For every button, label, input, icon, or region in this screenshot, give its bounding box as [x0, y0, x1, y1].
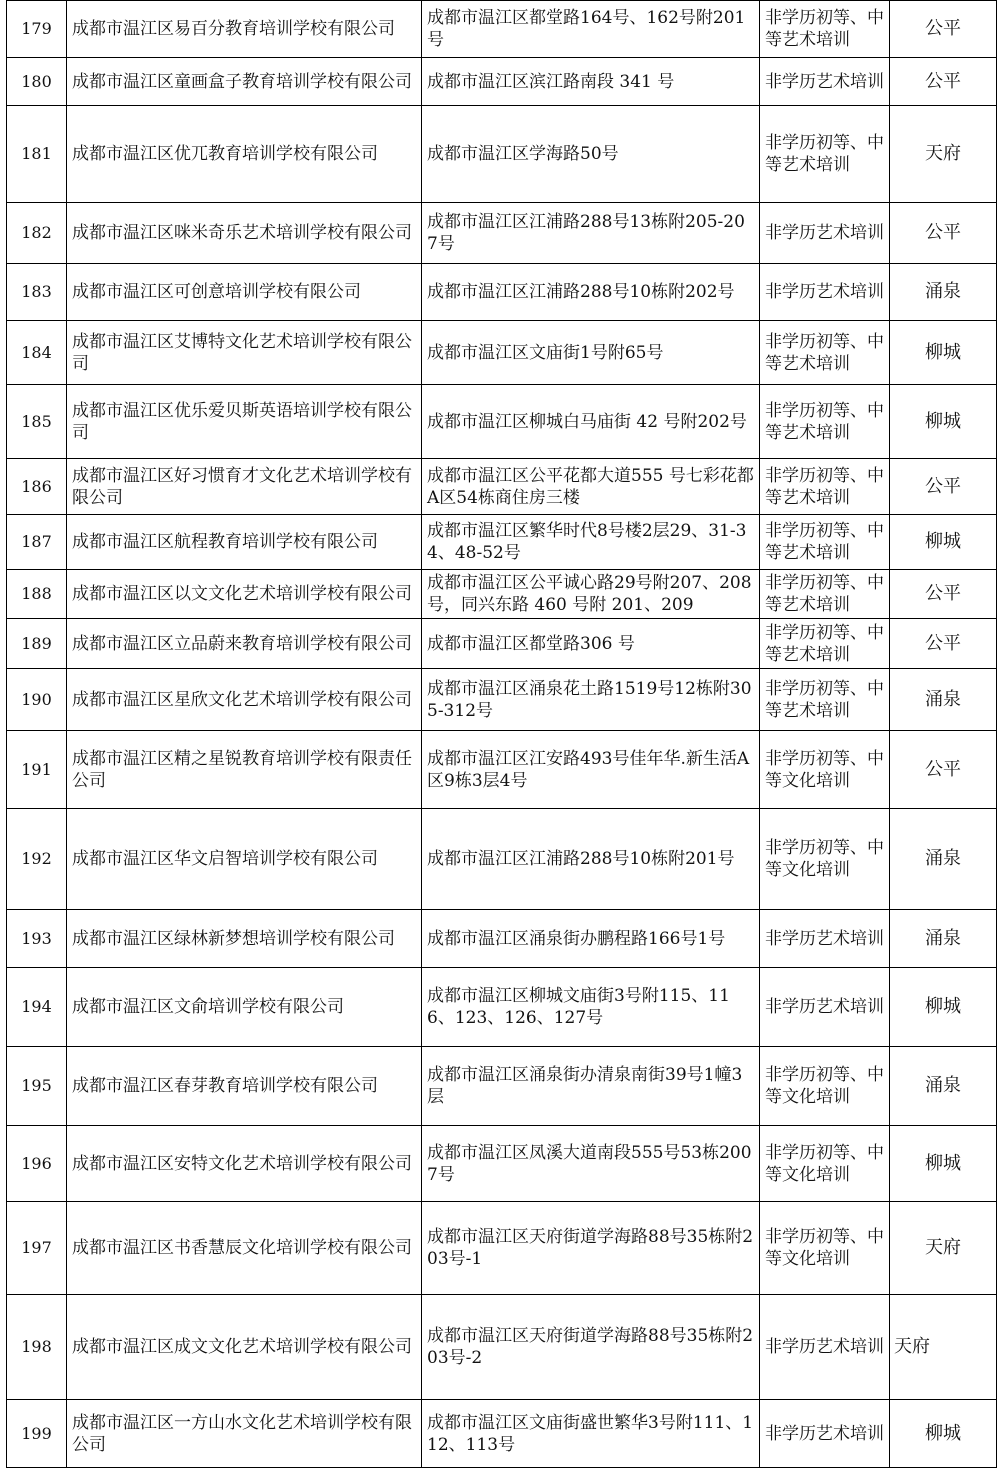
school-name: 成都市温江区星欣文化艺术培训学校有限公司	[67, 669, 422, 731]
training-type: 非学历艺术培训	[760, 58, 890, 106]
table-row	[7, 1047, 997, 1126]
training-type: 非学历初等、中等艺术培训	[760, 669, 890, 731]
street-area: 公平	[890, 459, 997, 515]
school-address: 成都市温江区文庙街盛世繁华3号附111、112、113号	[422, 1400, 760, 1468]
school-name: 成都市温江区咪米奇乐艺术培训学校有限公司	[67, 203, 422, 264]
school-name: 成都市温江区好习惯育才文化艺术培训学校有限公司	[67, 459, 422, 515]
street-area: 柳城	[890, 515, 997, 570]
street-area: 涌泉	[890, 1047, 997, 1126]
table-row	[7, 385, 997, 459]
row-number: 197	[7, 1202, 67, 1295]
school-name: 成都市温江区精之星锐教育培训学校有限责任公司	[67, 731, 422, 809]
school-name: 成都市温江区绿林新梦想培训学校有限公司	[67, 910, 422, 968]
street-area: 柳城	[890, 385, 997, 459]
street-area: 柳城	[890, 321, 997, 385]
training-type: 非学历艺术培训	[760, 264, 890, 321]
street-area: 天府	[890, 1202, 997, 1295]
street-area: 天府	[890, 106, 997, 203]
table-row	[7, 1295, 997, 1400]
row-number: 182	[7, 203, 67, 264]
row-number: 187	[7, 515, 67, 570]
school-list-table	[6, 0, 997, 1468]
school-address: 成都市温江区滨江路南段 341 号	[422, 58, 760, 106]
school-name: 成都市温江区可创意培训学校有限公司	[67, 264, 422, 321]
school-address: 成都市温江区江安路493号佳年华.新生活A区9栋3层4号	[422, 731, 760, 809]
school-address: 成都市温江区公平诚心路29号附207、208号，同兴东路 460 号附 201、209	[422, 570, 760, 619]
school-address: 成都市温江区天府街道学海路88号35栋附203号-1	[422, 1202, 760, 1295]
school-address: 成都市温江区涌泉花土路1519号12栋附305-312号	[422, 669, 760, 731]
row-number: 198	[7, 1295, 67, 1400]
table-row	[7, 570, 997, 619]
school-name: 成都市温江区童画盒子教育培训学校有限公司	[67, 58, 422, 106]
table-row	[7, 968, 997, 1047]
training-type: 非学历初等、中等文化培训	[760, 1202, 890, 1295]
table-row	[7, 58, 997, 106]
street-area: 公平	[890, 203, 997, 264]
row-number: 192	[7, 809, 67, 910]
row-number: 186	[7, 459, 67, 515]
school-address: 成都市温江区都堂路306 号	[422, 619, 760, 669]
school-address: 成都市温江区繁华时代8号楼2层29、31-34、48-52号	[422, 515, 760, 570]
street-area: 柳城	[890, 968, 997, 1047]
school-name: 成都市温江区安特文化艺术培训学校有限公司	[67, 1126, 422, 1202]
training-type: 非学历初等、中等文化培训	[760, 809, 890, 910]
table-row	[7, 809, 997, 910]
school-name: 成都市温江区一方山水文化艺术培训学校有限公司	[67, 1400, 422, 1468]
table-body	[7, 1, 997, 1468]
training-type: 非学历初等、中等艺术培训	[760, 459, 890, 515]
table-row	[7, 910, 997, 968]
table-row	[7, 203, 997, 264]
school-name: 成都市温江区艾博特文化艺术培训学校有限公司	[67, 321, 422, 385]
training-type: 非学历初等、中等文化培训	[760, 731, 890, 809]
training-type: 非学历初等、中等艺术培训	[760, 515, 890, 570]
school-name: 成都市温江区文俞培训学校有限公司	[67, 968, 422, 1047]
school-address: 成都市温江区文庙街1号附65号	[422, 321, 760, 385]
training-type: 非学历初等、中等艺术培训	[760, 1, 890, 58]
table-row	[7, 669, 997, 731]
school-address: 成都市温江区学海路50号	[422, 106, 760, 203]
school-name: 成都市温江区华文启智培训学校有限公司	[67, 809, 422, 910]
street-area: 柳城	[890, 1400, 997, 1468]
school-name: 成都市温江区优兀教育培训学校有限公司	[67, 106, 422, 203]
row-number: 179	[7, 1, 67, 58]
row-number: 193	[7, 910, 67, 968]
table-row	[7, 731, 997, 809]
school-name: 成都市温江区立品蔚来教育培训学校有限公司	[67, 619, 422, 669]
row-number: 196	[7, 1126, 67, 1202]
table-row	[7, 264, 997, 321]
row-number: 189	[7, 619, 67, 669]
street-area: 公平	[890, 1, 997, 58]
table-row	[7, 321, 997, 385]
school-address: 成都市温江区都堂路164号、162号附201号	[422, 1, 760, 58]
training-type: 非学历初等、中等文化培训	[760, 1126, 890, 1202]
row-number: 181	[7, 106, 67, 203]
row-number: 180	[7, 58, 67, 106]
training-type: 非学历艺术培训	[760, 1295, 890, 1400]
training-type: 非学历艺术培训	[760, 968, 890, 1047]
table-row	[7, 459, 997, 515]
training-type: 非学历初等、中等艺术培训	[760, 570, 890, 619]
street-area: 柳城	[890, 1126, 997, 1202]
school-address: 成都市温江区江浦路288号13栋附205-207号	[422, 203, 760, 264]
row-number: 195	[7, 1047, 67, 1126]
training-type: 非学历初等、中等艺术培训	[760, 321, 890, 385]
school-name: 成都市温江区春芽教育培训学校有限公司	[67, 1047, 422, 1126]
school-address: 成都市温江区江浦路288号10栋附202号	[422, 264, 760, 321]
row-number: 194	[7, 968, 67, 1047]
row-number: 185	[7, 385, 67, 459]
training-type: 非学历艺术培训	[760, 1400, 890, 1468]
row-number: 184	[7, 321, 67, 385]
school-name: 成都市温江区成文文化艺术培训学校有限公司	[67, 1295, 422, 1400]
street-area: 涌泉	[890, 809, 997, 910]
table-row	[7, 1, 997, 58]
row-number: 191	[7, 731, 67, 809]
training-type: 非学历艺术培训	[760, 910, 890, 968]
street-area: 公平	[890, 570, 997, 619]
street-area: 公平	[890, 58, 997, 106]
training-type: 非学历初等、中等艺术培训	[760, 385, 890, 459]
school-address: 成都市温江区涌泉街办鹏程路166号1号	[422, 910, 760, 968]
school-address: 成都市温江区凤溪大道南段555号53栋2007号	[422, 1126, 760, 1202]
table-row	[7, 515, 997, 570]
training-type: 非学历初等、中等艺术培训	[760, 106, 890, 203]
street-area: 天府	[890, 1295, 997, 1400]
table-row	[7, 1400, 997, 1468]
row-number: 199	[7, 1400, 67, 1468]
school-address: 成都市温江区江浦路288号10栋附201号	[422, 809, 760, 910]
street-area: 涌泉	[890, 264, 997, 321]
training-type: 非学历初等、中等艺术培训	[760, 619, 890, 669]
training-type: 非学历艺术培训	[760, 203, 890, 264]
school-address: 成都市温江区天府街道学海路88号35栋附203号-2	[422, 1295, 760, 1400]
street-area: 涌泉	[890, 669, 997, 731]
training-type: 非学历初等、中等文化培训	[760, 1047, 890, 1126]
row-number: 190	[7, 669, 67, 731]
school-name: 成都市温江区易百分教育培训学校有限公司	[67, 1, 422, 58]
school-name: 成都市温江区航程教育培训学校有限公司	[67, 515, 422, 570]
table-row	[7, 1126, 997, 1202]
table-row	[7, 619, 997, 669]
school-address: 成都市温江区柳城白马庙街 42 号附202号	[422, 385, 760, 459]
table-row	[7, 106, 997, 203]
school-name: 成都市温江区书香慧辰文化培训学校有限公司	[67, 1202, 422, 1295]
school-address: 成都市温江区柳城文庙街3号附115、116、123、126、127号	[422, 968, 760, 1047]
row-number: 183	[7, 264, 67, 321]
row-number: 188	[7, 570, 67, 619]
school-address: 成都市温江区涌泉街办清泉南街39号1幢3层	[422, 1047, 760, 1126]
school-address: 成都市温江区公平花都大道555 号七彩花都A区54栋商住房三楼	[422, 459, 760, 515]
school-name: 成都市温江区优乐爱贝斯英语培训学校有限公司	[67, 385, 422, 459]
street-area: 涌泉	[890, 910, 997, 968]
street-area: 公平	[890, 619, 997, 669]
table-row	[7, 1202, 997, 1295]
street-area: 公平	[890, 731, 997, 809]
school-name: 成都市温江区以文文化艺术培训学校有限公司	[67, 570, 422, 619]
